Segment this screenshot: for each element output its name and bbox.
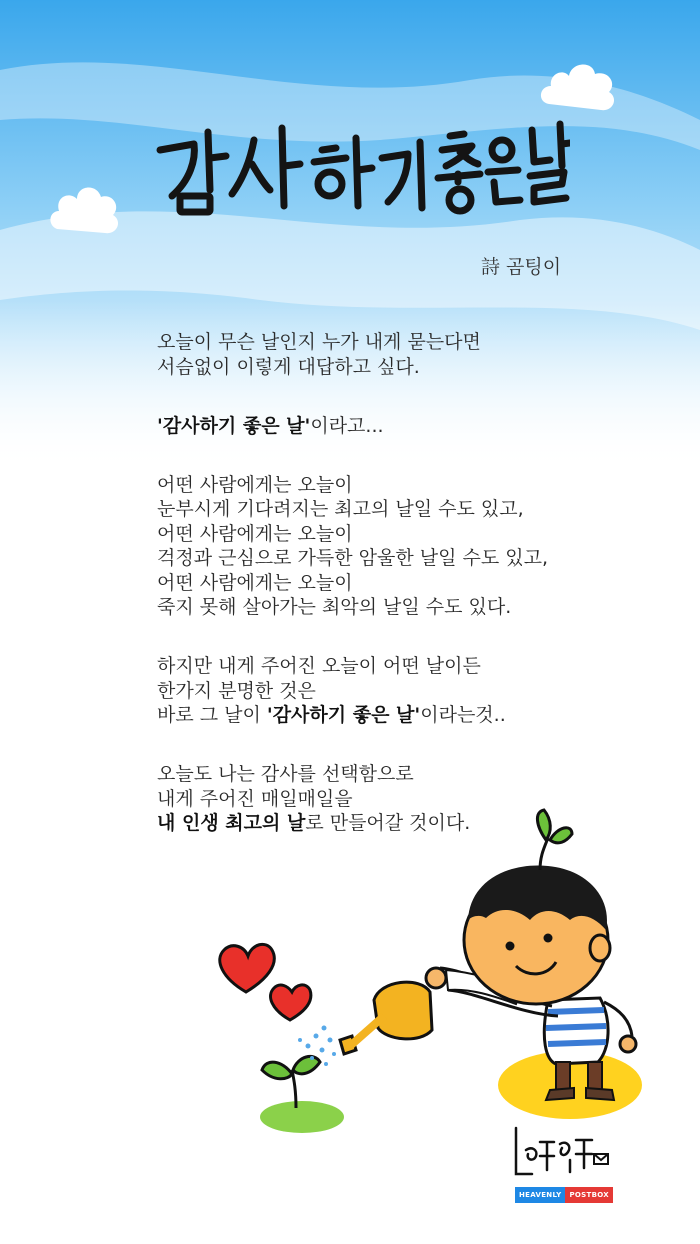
poem-emphasis: 내 인생 최고의 날 — [157, 812, 306, 834]
poem-line: 어떤 사람에게는 오늘이 — [157, 522, 353, 545]
poem-emphasis: '감사하기 좋은 날' — [157, 414, 311, 437]
badge-left-text: HEAVENLY — [515, 1187, 565, 1203]
poem-fragment: 바로 그 날이 — [157, 704, 267, 726]
poem-line: 하지만 내게 주어진 오늘이 어떤 날이든 — [157, 655, 481, 677]
calligraphy-title-logo — [150, 110, 570, 220]
poem-emphasis: '감사하기 좋은 날' — [266, 704, 421, 726]
author-byline: 詩 곰팅이 — [481, 256, 562, 278]
heavenly-postbox-badge — [515, 1187, 613, 1203]
poem-line: 오늘도 나는 감사를 선택함으로 — [157, 763, 414, 785]
cloud-icon — [47, 175, 123, 237]
poem-line: 내게 주어진 매일매일을 — [157, 787, 353, 810]
poem-line: 서슴없이 이렇게 대답하고 싶다. — [157, 355, 420, 378]
poem-text — [157, 330, 677, 836]
poem-fragment: 로 만들어갈 것이다. — [305, 812, 471, 834]
cloud-icon — [537, 54, 619, 116]
heavenly-postbox-signature-logo — [510, 1120, 610, 1180]
poem-line: 어떤 사람에게는 오늘이 — [157, 571, 353, 594]
poem-line: 한가지 분명한 것은 — [157, 679, 316, 702]
poem-fragment: 이라고... — [310, 414, 384, 437]
poem-line: 죽지 못해 살아가는 최악의 날일 수도 있다. — [157, 596, 512, 618]
poem-fragment: 이라는것.. — [420, 704, 506, 726]
poem-line: 눈부시게 기다려지는 최고의 날일 수도 있고, — [157, 498, 524, 520]
badge-right-text: POSTBOX — [565, 1187, 612, 1203]
poem-line: 오늘이 무슨 날인지 누가 내게 묻는다면 — [157, 331, 481, 353]
heart-icon — [220, 944, 311, 1020]
poem-line — [157, 703, 677, 728]
poem-line — [157, 414, 677, 439]
poem-line: 걱정과 근심으로 가득한 암울한 날일 수도 있고, — [157, 547, 549, 569]
poem-line: 어떤 사람에게는 오늘이 — [157, 473, 353, 496]
